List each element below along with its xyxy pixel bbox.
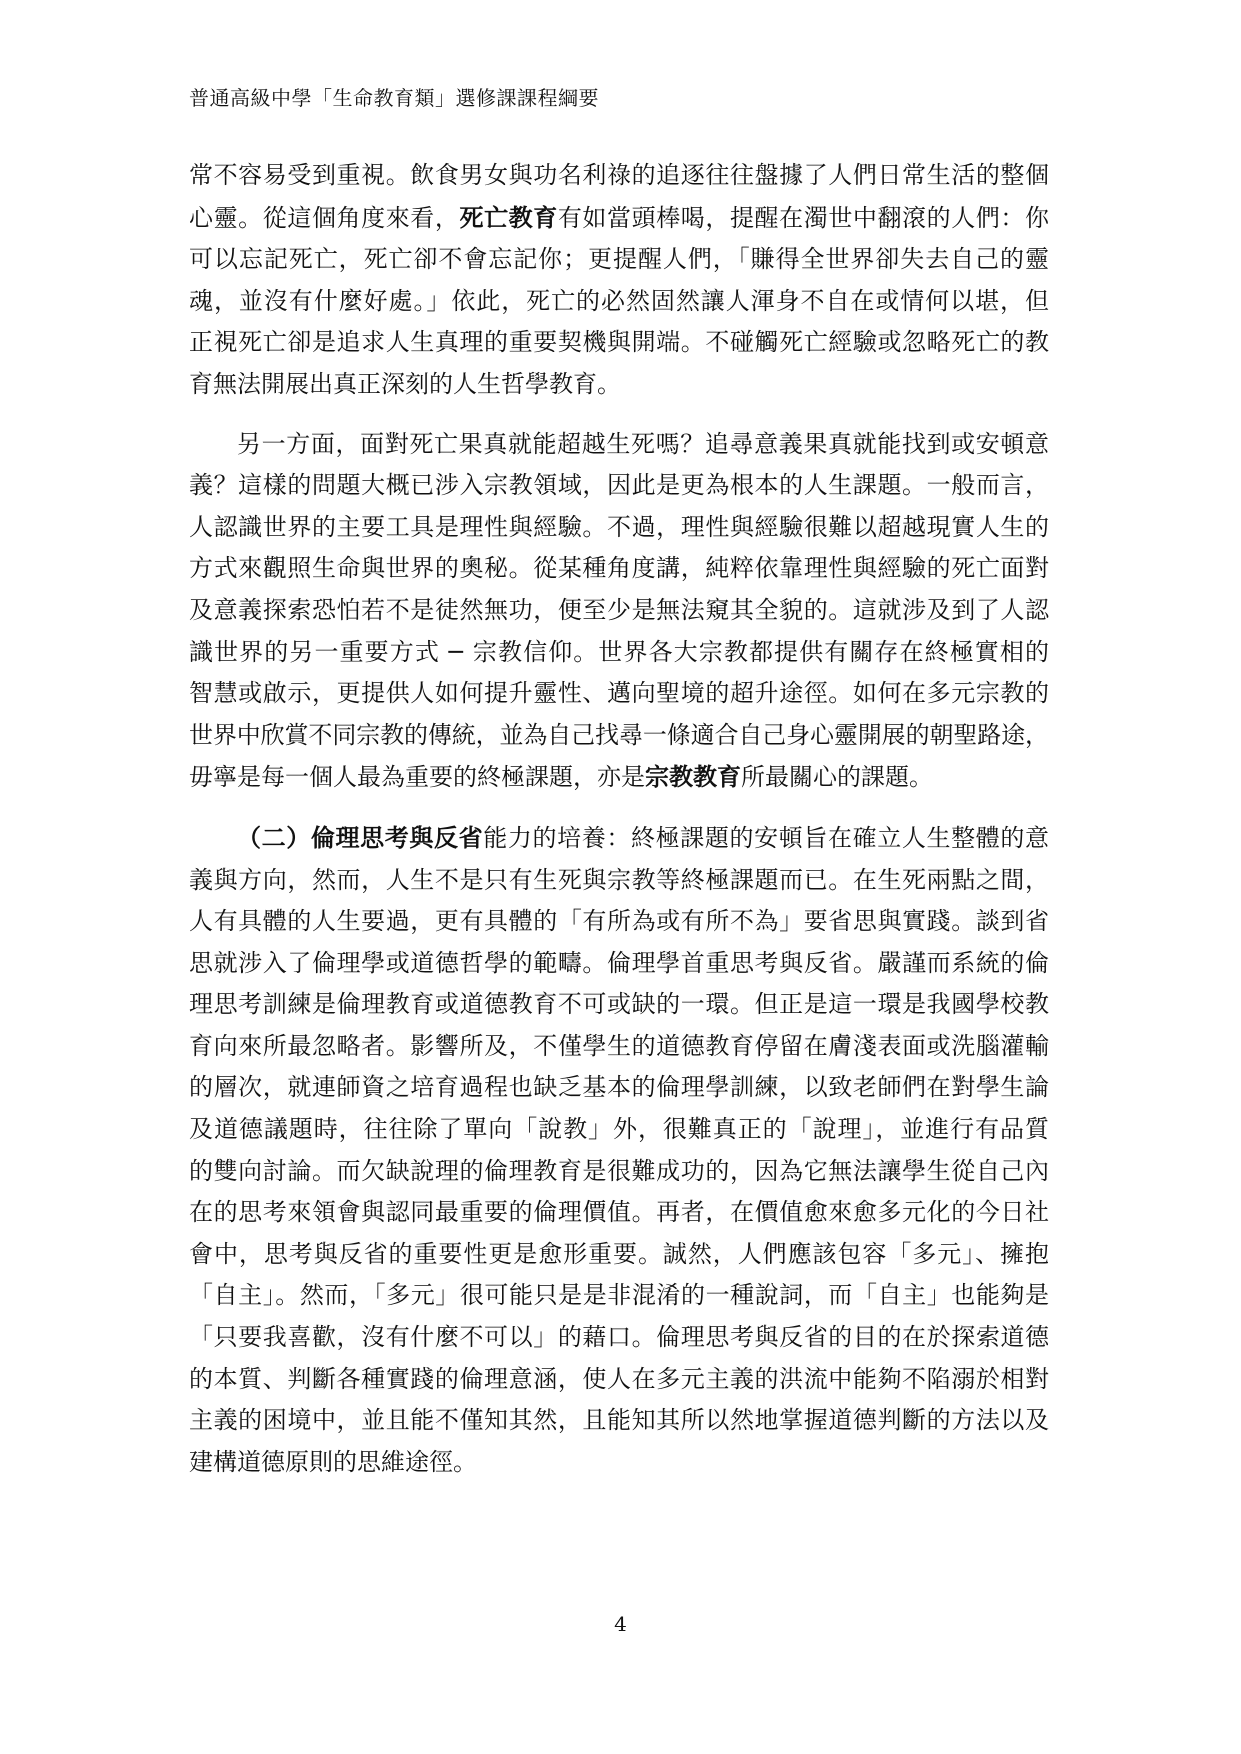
text-run: 有如當頭棒喝，提醒在濁世中翻滾的人們：你: [557, 203, 1050, 232]
text-line: 可以忘記死亡，死亡卻不會忘記你；更提醒人們，「賺得全世界卻失去自己的靈: [189, 245, 1050, 274]
paragraph-religious-education: [189, 424, 1049, 799]
text-line: 義與方向，然而，人生不是只有生死與宗教等終極課題而已。在生死兩點之間，: [189, 865, 1050, 894]
text-run: 能力的培養：終極課題的安頓旨在確立人生整體的意: [483, 823, 1050, 852]
text-line: 「自主」。然而，「多元」很可能只是是非混淆的一種說詞，而「自主」也能夠是: [189, 1281, 1050, 1310]
section-heading-ethics: （二）倫理思考與反省: [237, 822, 484, 852]
bold-term-religious-education: 宗教教育: [645, 762, 741, 792]
text-line: 義？這樣的問題大概已涉入宗教領域，因此是更為根本的人生課題。一般而言，: [189, 471, 1050, 500]
paragraph-ethics: [189, 817, 1049, 1484]
text-line: 主義的困境中，並且能不僅知其然，且能知其所以然地掌握道德判斷的方法以及: [189, 1406, 1050, 1435]
text-line: 及意義探索恐怕若不是徒然無功，便至少是無法窺其全貌的。這就涉及到了人認: [189, 595, 1050, 624]
text-line: 育向來所最忽略者。影響所及，不僅學生的道德教育停留在膚淺表面或洗腦灌輸: [189, 1031, 1050, 1060]
text-line: 建構道德原則的思維途徑。: [189, 1447, 477, 1476]
text-line: 人認識世界的主要工具是理性與經驗。不過，理性與經驗很難以超越現實人生的: [189, 512, 1050, 541]
bold-term-death-education: 死亡教育: [459, 202, 558, 232]
body-text: [189, 155, 1049, 1483]
text-run: 心靈。從這個角度來看，: [189, 203, 460, 232]
text-line: 的層次，就連師資之培育過程也缺乏基本的倫理學訓練，以致老師們在對學生論: [189, 1073, 1050, 1102]
text-line: 的本質、判斷各種實踐的倫理意涵，使人在多元主義的洪流中能夠不陷溺於相對: [189, 1364, 1050, 1393]
text-line: 及道德議題時，往往除了單向「說教」外，很難真正的「說理」，並進行有品質: [189, 1115, 1050, 1144]
text-line: 識世界的另一重要方式 ─ 宗教信仰。世界各大宗教都提供有關存在終極實相的: [189, 637, 1051, 666]
text-line: [189, 756, 1049, 799]
text-line: 育無法開展出真正深刻的人生哲學教育。: [189, 369, 621, 398]
page-header: 普通高級中學「生命教育類」選修課課程綱要: [189, 86, 599, 110]
page-number: 4: [614, 1612, 627, 1636]
text-line: 的雙向討論。而欠缺說理的倫理教育是很難成功的，因為它無法讓學生從自己內: [189, 1156, 1050, 1185]
text-line: 正視死亡卻是追求人生真理的重要契機與開端。不碰觸死亡經驗或忽略死亡的教: [189, 328, 1050, 357]
text-line: 另一方面，面對死亡果真就能超越生死嗎？追尋意義果真就能找到或安頓意: [237, 429, 1050, 458]
text-line: 「只要我喜歡，沒有什麼不可以」的藉口。倫理思考與反省的目的在於探索道德: [189, 1323, 1050, 1352]
text-line: [189, 197, 1049, 240]
text-line: 人有具體的人生要過，更有具體的「有所為或有所不為」要省思與實踐。談到省: [189, 907, 1050, 936]
text-line: 魂，並沒有什麼好處。」依此，死亡的必然固然讓人渾身不自在或情何以堪，但: [189, 286, 1050, 315]
text-line: 常不容易受到重視。飲食男女與功名利祿的追逐往往盤據了人們日常生活的整個: [189, 161, 1050, 189]
text-run: 所最關心的課題。: [741, 763, 933, 792]
text-line: 方式來觀照生命與世界的奧秘。從某種角度講，純粹依靠理性與經驗的死亡面對: [189, 554, 1050, 583]
text-line: 思就涉入了倫理學或道德哲學的範疇。倫理學首重思考與反省。嚴謹而系統的倫: [189, 948, 1050, 977]
text-line: 理思考訓練是倫理教育或道德教育不可或缺的一環。但正是這一環是我國學校教: [189, 990, 1050, 1019]
text-line: 在的思考來領會與認同最重要的倫理價值。再者，在價值愈來愈多元化的今日社: [189, 1198, 1050, 1227]
text-line: [189, 817, 1049, 860]
text-line: 世界中欣賞不同宗教的傳統，並為自己找尋一條適合自己身心靈開展的朝聖路途，: [189, 720, 1049, 749]
text-line: 會中，思考與反省的重要性更是愈形重要。誠然，人們應該包容「多元」、擁抱: [189, 1239, 1050, 1268]
text-run: 毋寧是每一個人最為重要的終極課題，亦是: [189, 763, 645, 792]
text-line: 智慧或啟示，更提供人如何提升靈性、邁向聖境的超升途徑。如何在多元宗教的: [189, 679, 1050, 708]
paragraph-death-education: [189, 155, 1049, 406]
